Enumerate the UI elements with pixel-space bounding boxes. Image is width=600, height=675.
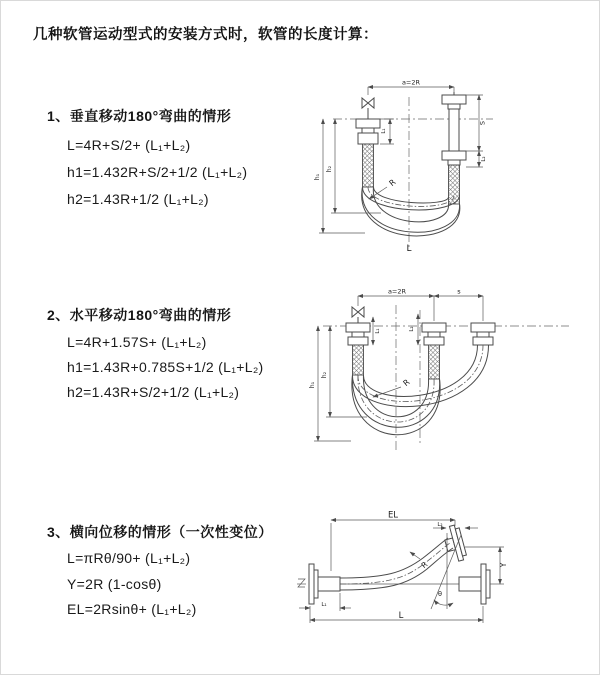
- middle-fitting: [422, 323, 446, 379]
- page-title: 几种软管运动型式的安装方式时，软管的长度计算：: [33, 27, 378, 43]
- diagram-lateral-displacement: [297, 507, 599, 649]
- section-1-formula-h1: h1=1.432R+S/2+1/2 (L₁+L₂): [67, 164, 248, 180]
- section-2-formula-L: L=4R+1.57S+ (L₁+L₂): [67, 334, 207, 350]
- section-1-heading: 1、垂直移动180°弯曲的情形: [47, 108, 232, 124]
- braided-hose-section: [429, 345, 440, 379]
- section-1-formula-L: L=4R+S/2+ (L₁+L₂): [67, 137, 191, 153]
- svg-text:L₂: L₂: [409, 326, 415, 332]
- svg-text:s: s: [457, 287, 461, 296]
- svg-text:L₁: L₁: [321, 602, 327, 608]
- dimension-l2: [409, 314, 418, 345]
- svg-text:S: S: [478, 120, 487, 126]
- svg-text:L₁: L₁: [375, 328, 381, 334]
- svg-text:h₂: h₂: [326, 165, 333, 173]
- section-1-formula-h2: h2=1.43R+1/2 (L₁+L₂): [67, 191, 209, 207]
- label-length-L: L: [406, 244, 412, 254]
- section-2-heading: 2、水平移动180°弯曲的情形: [47, 307, 232, 323]
- dimension-l2: [433, 522, 478, 528]
- svg-text:a=2R: a=2R: [401, 78, 421, 87]
- dimension-l1: [373, 317, 381, 345]
- dimension-s: [466, 95, 487, 151]
- upper-flange-displaced: [442, 524, 468, 563]
- svg-text:L₂: L₂: [481, 156, 487, 162]
- svg-text:R: R: [387, 177, 398, 188]
- dimension-h1: [314, 119, 365, 233]
- dimension-a2r: [358, 288, 434, 297]
- svg-text:L: L: [398, 611, 404, 621]
- dimension-l1: [380, 119, 394, 144]
- svg-text:R: R: [401, 377, 412, 388]
- svg-text:h₂: h₂: [321, 371, 328, 379]
- svg-text:h₁: h₁: [314, 173, 321, 181]
- hose-s-curve: [340, 538, 453, 590]
- hose-u-bend-moved: [352, 345, 488, 407]
- left-fitting: [346, 323, 370, 375]
- section-3-heading: 3、横向位移的情形（一次性变位）: [47, 524, 273, 540]
- svg-text:L₁: L₁: [381, 128, 387, 134]
- valve-icon: [352, 307, 364, 323]
- braided-hose-section: [353, 345, 364, 375]
- dimension-l: [310, 606, 483, 623]
- section-3-formula-Y: Y=2R (1-cosθ): [67, 576, 162, 592]
- section-3-formula-EL: EL=2Rsinθ+ (L₁+L₂): [67, 601, 197, 617]
- section-3-formula-L: L=πRθ/90+ (L₁+L₂): [67, 550, 191, 566]
- dimension-l1: [299, 593, 351, 611]
- dimension-a2r: [368, 79, 454, 96]
- section-2-formula-h2: h2=1.43R+S/2+1/2 (L₁+L₂): [67, 384, 240, 400]
- diagram-vertical-180-bend: [311, 77, 583, 259]
- dimension-l2: [466, 151, 487, 167]
- braided-hose-section: [363, 144, 374, 187]
- dimension-el: [331, 511, 455, 572]
- right-fitting-moved: [471, 323, 495, 345]
- svg-text:EL: EL: [387, 510, 399, 521]
- label-radius: [373, 377, 412, 397]
- label-theta: θ: [438, 590, 442, 598]
- left-flange: [309, 564, 340, 604]
- valve-icon: [362, 98, 374, 119]
- svg-text:R: R: [419, 559, 430, 570]
- svg-text:Y: Y: [499, 562, 508, 568]
- dimension-s: [434, 288, 483, 297]
- right-flange-original: [459, 564, 490, 604]
- svg-text:L₂: L₂: [437, 522, 443, 528]
- braided-hose-section: [449, 165, 460, 204]
- right-fitting: [442, 92, 466, 204]
- section-2-formula-h1: h1=1.43R+0.785S+1/2 (L₁+L₂): [67, 359, 264, 375]
- svg-text:h₁: h₁: [309, 381, 316, 389]
- svg-text:a=2R: a=2R: [387, 287, 407, 296]
- left-fitting: [356, 119, 380, 187]
- diagram-horizontal-180-bend: [307, 285, 599, 457]
- centerline-break-icon: [298, 579, 305, 587]
